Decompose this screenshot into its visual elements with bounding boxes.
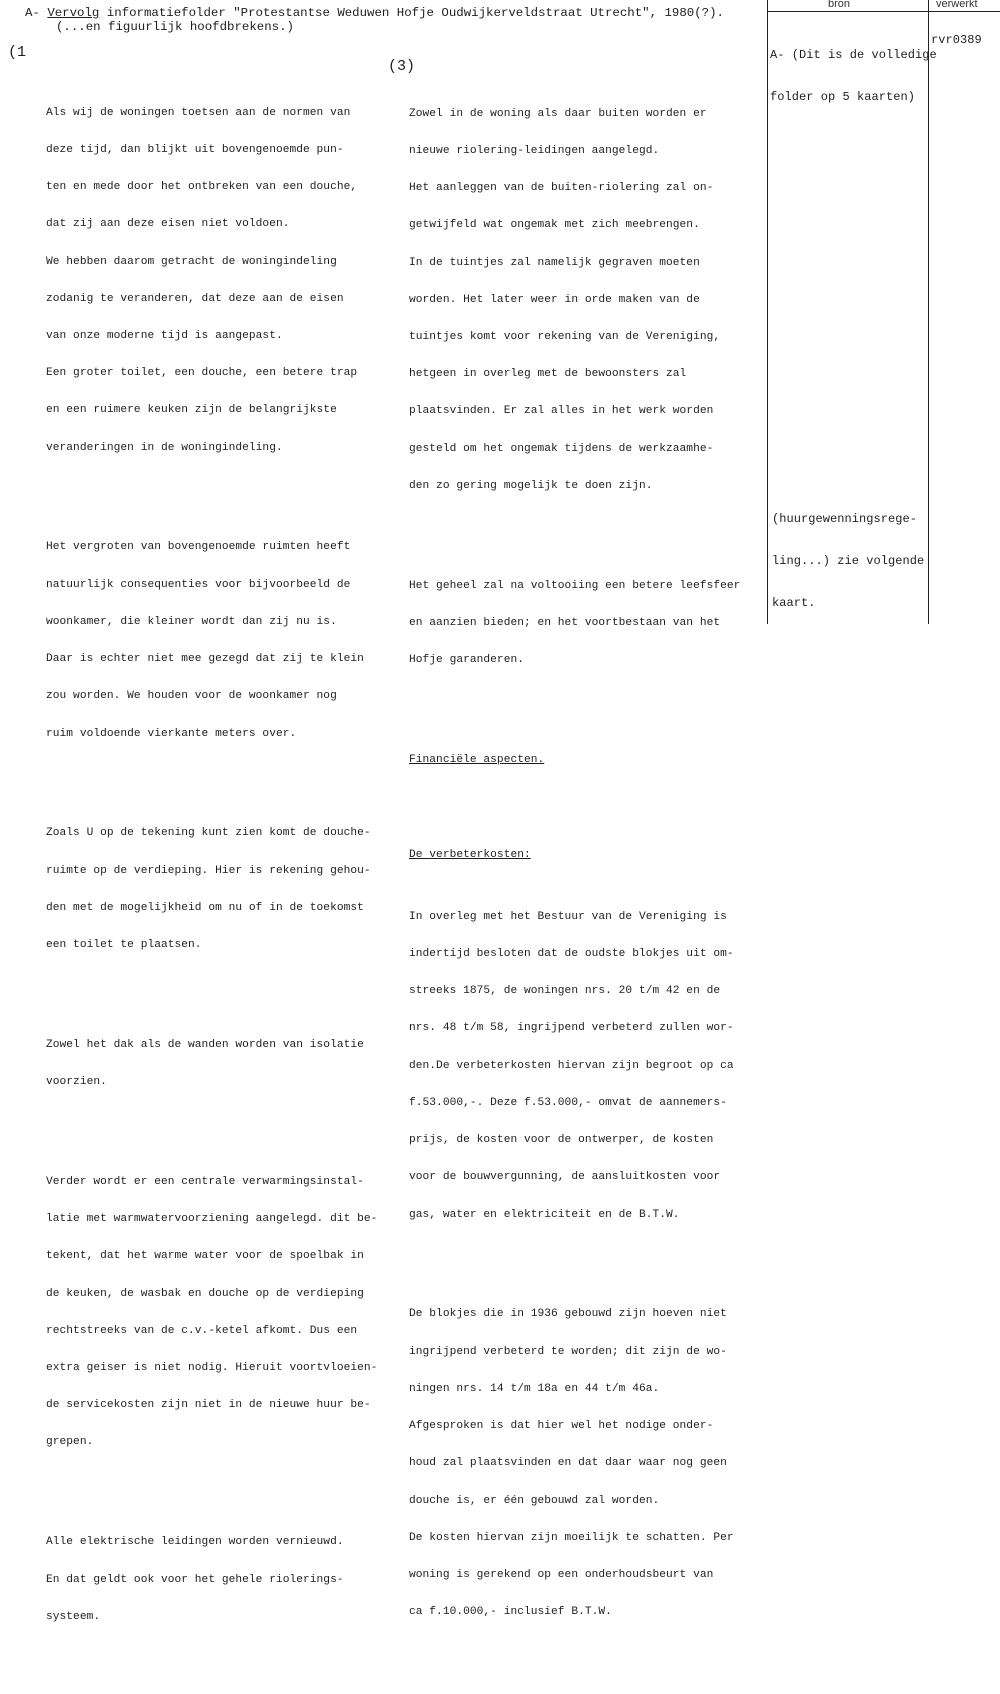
text-line: nieuwe riolering-leidingen aangelegd.: [409, 144, 660, 157]
right-paragraph-1: [409, 83, 740, 517]
text-line: den.De verbeterkosten hiervan zijn begroot op ca: [409, 1059, 734, 1072]
financial-heading-text: Financiële aspecten.: [409, 753, 545, 766]
sidebar-left-border: [767, 0, 768, 624]
text-line: dat zij aan deze eisen niet voldoen.: [46, 218, 290, 231]
text-line: zodanig te veranderen, dat deze aan de eisen: [46, 292, 344, 305]
sidebar-header-rule: [767, 11, 1000, 12]
right-column: [409, 58, 740, 1694]
text-line: houd zal plaatsvinden en dat daar waar nog geen: [409, 1457, 727, 1470]
improvement-heading: [409, 849, 740, 861]
improvement-paragraph-1: [409, 886, 740, 1246]
text-line: zou worden. We houden voor de woonkamer nog: [46, 690, 337, 703]
verwerkt-label: verwerkt: [936, 0, 978, 10]
text-line: indertijd besloten dat de oudste blokjes uit om-: [409, 948, 734, 961]
text-line: En dat geldt ook voor het gehele riolerings-: [46, 1573, 344, 1586]
bron-note: [770, 20, 937, 118]
verwerkt-code: rvr0389: [931, 33, 982, 47]
bottom-note-line: ling...) zie volgende: [772, 554, 925, 568]
text-line: den zo gering mogelijk te doen zijn.: [409, 479, 653, 492]
text-line: en een ruimere keuken zijn de belangrijkste: [46, 404, 337, 417]
text-line: f.53.000,-. Deze f.53.000,- omvat de aannemers-: [409, 1096, 727, 1109]
improvement-paragraph-2: [409, 1284, 740, 1644]
bottom-note-line: kaart.: [772, 596, 816, 610]
text-line: ca f.10.000,- inclusief B.T.W.: [409, 1606, 612, 1619]
text-line: de servicekosten zijn niet in de nieuwe huur be-: [46, 1399, 371, 1412]
text-line: nrs. 48 t/m 58, ingrijpend verbeterd zullen wor-: [409, 1022, 734, 1035]
text-line: extra geiser is niet nodig. Hieruit voortvloeien-: [46, 1362, 378, 1375]
text-line: In overleg met het Bestuur van de Vereniging is: [409, 910, 727, 923]
left-paragraph-1: [46, 82, 377, 479]
text-line: grepen.: [46, 1436, 94, 1449]
text-line: prijs, de kosten voor de ontwerper, de kosten: [409, 1134, 714, 1147]
text-line: en aanzien bieden; en het voortbestaan van het: [409, 616, 721, 629]
text-line: ingrijpend verbeterd te worden; dit zijn de wo-: [409, 1345, 727, 1358]
text-line: ningen nrs. 14 t/m 18a en 44 t/m 46a.: [409, 1382, 660, 1395]
text-line: rechtstreeks van de c.v.-ketel afkomt. Dus een: [46, 1324, 358, 1337]
text-line: Zowel in de woning als daar buiten worden er: [409, 107, 707, 120]
bron-note-line: A- (Dit is de volledige: [770, 48, 937, 62]
text-line: Een groter toilet, een douche, een betere trap: [46, 367, 358, 380]
text-line: worden. Het later weer in orde maken van de: [409, 293, 700, 306]
text-line: gesteld om het ongemak tijdens de werkzaamhe-: [409, 442, 714, 455]
bron-label: bron: [828, 0, 851, 10]
text-line: van onze moderne tijd is aangepast.: [46, 329, 283, 342]
left-paragraph-5: [46, 1151, 377, 1474]
title-rest: informatiefolder "Protestantse Weduwen Hofje Oudwijkerveldstraat Utrecht", 1980(?).: [99, 6, 724, 20]
text-line: Hofje garanderen.: [409, 654, 524, 667]
text-line: hetgeen in overleg met de bewoonsters zal: [409, 368, 687, 381]
improvement-heading-text: De verbeterkosten:: [409, 848, 531, 861]
text-line: Het geheel zal na voltooiing een betere leefsfeer: [409, 579, 741, 592]
text-line: getwijfeld wat ongemak met zich meebrengen.: [409, 219, 700, 232]
text-line: Het aanleggen van de buiten-riolering zal on-: [409, 182, 714, 195]
text-line: De kosten hiervan zijn moeilijk te schatten. Per: [409, 1531, 734, 1544]
text-line: Zowel het dak als de wanden worden van isolatie: [46, 1038, 364, 1051]
text-line: Als wij de woningen toetsen aan de normen van: [46, 106, 351, 119]
text-line: gas, water en elektriciteit en de B.T.W.: [409, 1208, 680, 1221]
text-line: plaatsvinden. Er zal alles in het werk worden: [409, 405, 714, 418]
left-column: [46, 57, 377, 1673]
text-line: Verder wordt er een centrale verwarmingsinstal-: [46, 1175, 364, 1188]
left-paragraph-6: [46, 1512, 377, 1648]
left-paragraph-2: [46, 517, 377, 765]
text-line: ruim voldoende vierkante meters over.: [46, 727, 297, 740]
financial-heading: [409, 754, 740, 766]
text-line: natuurlijk consequenties voor bijvoorbeeld de: [46, 578, 351, 591]
improvement-section: [409, 824, 740, 1681]
text-line: We hebben daarom getracht de woningindeling: [46, 255, 337, 268]
text-line: den met de mogelijkheid om nu of in de toekomst: [46, 901, 364, 914]
text-line: de keuken, de wasbak en douche op de verdieping: [46, 1287, 364, 1300]
text-line: De blokjes die in 1936 gebouwd zijn hoeven niet: [409, 1308, 727, 1321]
text-line: veranderingen in de woningindeling.: [46, 441, 283, 454]
left-paragraph-3: [46, 803, 377, 977]
text-line: ten en mede door het ontbreken van een douche,: [46, 181, 358, 194]
bottom-note-line: (huurgewenningsrege-: [772, 512, 918, 526]
text-line: streeks 1875, de woningen nrs. 20 t/m 42 en de: [409, 985, 721, 998]
text-line: deze tijd, dan blijkt uit bovengenoemde pun-: [46, 143, 344, 156]
text-line: voorzien.: [46, 1076, 107, 1089]
title-prefix: A-: [25, 6, 48, 20]
text-line: douche is, er één gebouwd zal worden.: [409, 1494, 660, 1507]
text-line: Daar is echter niet mee gezegd dat zij te klein: [46, 653, 364, 666]
text-line: latie met warmwatervoorziening aangelegd. dit be-: [46, 1213, 378, 1226]
left-marker: (1: [8, 44, 27, 61]
text-line: systeem.: [46, 1610, 101, 1623]
text-line: voor de bouwvergunning, de aansluitkosten voor: [409, 1171, 721, 1184]
financial-heading-block: [409, 729, 740, 791]
text-line: Zoals U op de tekening kunt zien komt de douche-: [46, 827, 371, 840]
text-line: In de tuintjes zal namelijk gegraven moeten: [409, 256, 700, 269]
document-subtitle: (...en figuurlijk hoofdbrekens.): [56, 20, 294, 34]
bron-note-line: folder op 5 kaarten): [770, 90, 916, 104]
title-vervolg: Vervolg: [47, 6, 100, 20]
text-line: een toilet te plaatsen.: [46, 939, 202, 952]
text-line: Alle elektrische leidingen worden vernieuwd.: [46, 1536, 344, 1549]
right-paragraph-2: [409, 555, 740, 691]
text-line: tekent, dat het warme water voor de spoelbak in: [46, 1250, 364, 1263]
text-line: woning is gerekend op een onderhoudsbeurt van: [409, 1568, 714, 1581]
text-line: tuintjes komt voor rekening van de Vereniging,: [409, 330, 721, 343]
text-line: ruimte op de verdieping. Hier is rekening gehou-: [46, 864, 371, 877]
left-paragraph-4: [46, 1014, 377, 1113]
bottom-note: [772, 484, 924, 624]
right-marker: (3): [388, 58, 416, 75]
text-line: woonkamer, die kleiner wordt dan zij nu is.: [46, 615, 337, 628]
text-line: Afgesproken is dat hier wel het nodige onder-: [409, 1420, 714, 1433]
text-line: Het vergroten van bovengenoemde ruimten heeft: [46, 541, 351, 554]
document-title: [25, 6, 724, 20]
